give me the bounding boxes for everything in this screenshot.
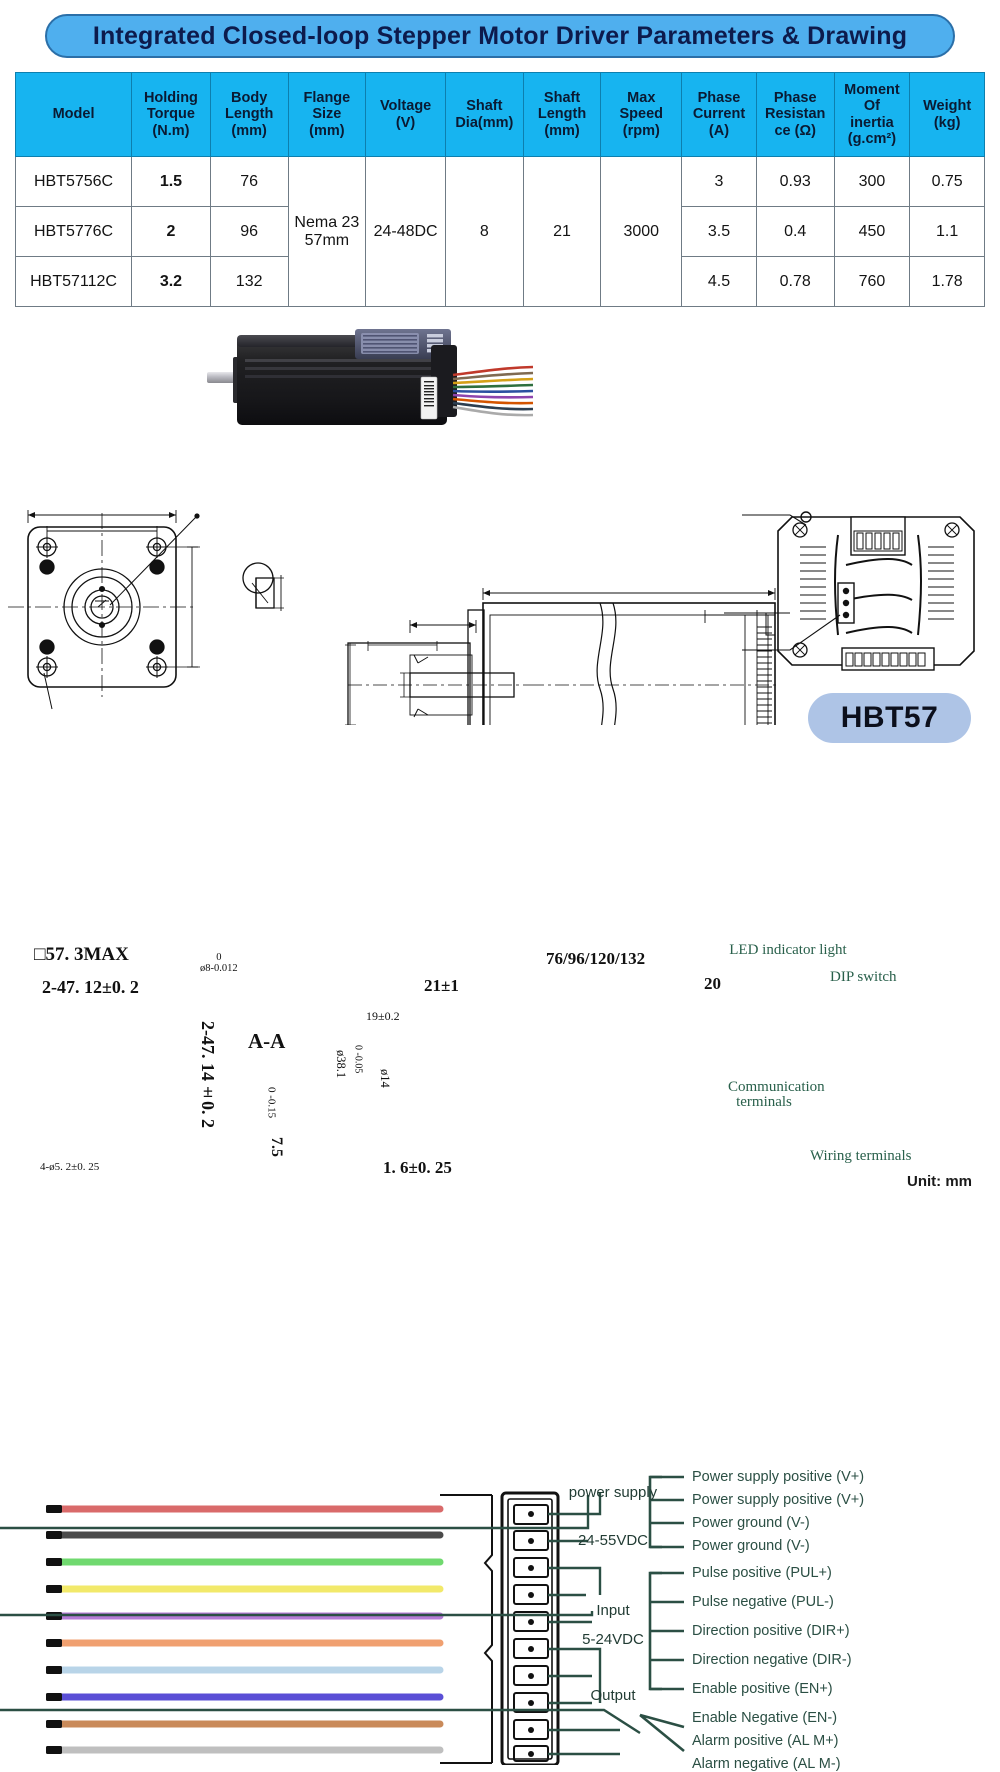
cell-body-length: 96 bbox=[210, 207, 288, 257]
col-flange-size-l3: (mm) bbox=[309, 122, 345, 139]
product-photo-row bbox=[0, 315, 1000, 734]
col-shaft-length-l2: Length bbox=[537, 106, 587, 123]
dim-pilot-tol-bottom: -0.05 bbox=[352, 1052, 364, 1074]
dim-flat: 7.5 bbox=[267, 1137, 285, 1157]
col-phase-current-l3: (A) bbox=[708, 122, 730, 139]
dim-shaft-step: 19±0.2 bbox=[366, 1009, 400, 1023]
dim-total-length: 76/96/120/132 bbox=[546, 949, 646, 968]
cell-phase-resistance: 0.78 bbox=[756, 257, 834, 307]
col-holding-torque-l3: (N.m) bbox=[152, 122, 190, 139]
dim-hole-pitch-h: 2-47. 12±0. 2 bbox=[42, 977, 139, 997]
wire-tips bbox=[46, 1505, 62, 1754]
cell-voltage: 24-48DC bbox=[366, 157, 446, 307]
cell-moment-of-inertia: 300 bbox=[834, 157, 910, 207]
col-phase-resistance bbox=[756, 73, 834, 157]
terminal-label-2: Power supply positive (V+) bbox=[692, 1492, 865, 1508]
col-phase-current-l1: Phase bbox=[697, 90, 741, 107]
cell-body-length: 76 bbox=[210, 157, 288, 207]
wire-bundle bbox=[55, 1509, 440, 1750]
col-shaft-length-l3: (mm) bbox=[544, 122, 580, 139]
group-input-name: Input bbox=[596, 1602, 630, 1619]
wiring-canvas bbox=[0, 1465, 1000, 1765]
dim-flat-tol bbox=[265, 1087, 277, 1118]
col-moi-l2: Of bbox=[863, 98, 880, 115]
cell-phase-current: 3.5 bbox=[682, 207, 757, 257]
col-phase-resistance-l3: ce (Ω) bbox=[774, 122, 816, 139]
col-moi-l4: (g.cm²) bbox=[847, 130, 897, 147]
communication-terminal-icon bbox=[838, 583, 854, 623]
cell-model: HBT5776C bbox=[16, 207, 132, 257]
motor-product-image bbox=[205, 315, 535, 445]
model-badge: HBT57 bbox=[808, 693, 971, 743]
flange-size-l2: 57mm bbox=[304, 231, 350, 249]
specification-table bbox=[15, 72, 985, 307]
cell-shaft-length: 21 bbox=[523, 157, 601, 307]
col-model bbox=[16, 73, 132, 157]
terminal-label-6: Pulse negative (PUL-) bbox=[692, 1594, 834, 1610]
terminal-brackets bbox=[640, 1477, 684, 1751]
cell-model: HBT5756C bbox=[16, 157, 132, 207]
label-led-indicator: LED indicator light bbox=[729, 942, 847, 958]
col-voltage-l1: Voltage bbox=[379, 98, 432, 115]
dim-pilot-tol bbox=[352, 1045, 363, 1073]
terminal-label-11: Alarm positive (AL M+) bbox=[692, 1733, 839, 1749]
col-flange-size bbox=[288, 73, 366, 157]
col-shaft-length-l1: Shaft bbox=[543, 90, 581, 107]
terminal-label-7: Direction positive (DIR+) bbox=[692, 1623, 850, 1639]
label-communication-terminals: Communication terminals bbox=[728, 1079, 825, 1110]
dim-flat-tol-top: 0 bbox=[265, 1087, 278, 1093]
front-view-drawing bbox=[8, 510, 284, 709]
col-body-length-l2: Length bbox=[224, 106, 274, 123]
cell-body-length: 132 bbox=[210, 257, 288, 307]
cell-holding-torque: 3.2 bbox=[132, 257, 211, 307]
table-row bbox=[16, 157, 985, 207]
cell-shaft-dia: 8 bbox=[445, 157, 523, 307]
section-a-a bbox=[243, 563, 284, 611]
col-shaft-dia-l2: Dia(mm) bbox=[455, 114, 514, 131]
flange-size-l1: Nema 23 bbox=[294, 213, 360, 231]
col-holding-torque-l2: Torque bbox=[146, 106, 195, 123]
col-phase-current bbox=[682, 73, 757, 157]
cell-phase-current: 3 bbox=[682, 157, 757, 207]
col-phase-resistance-l1: Phase bbox=[773, 90, 817, 107]
col-moi-l3: inertia bbox=[850, 114, 894, 131]
col-body-length-l3: (mm) bbox=[231, 122, 267, 139]
col-holding-torque-l1: Holding bbox=[143, 90, 198, 107]
wiring-terminal-icon bbox=[842, 648, 934, 670]
cell-moment-of-inertia: 760 bbox=[834, 257, 910, 307]
group-output-name: Output bbox=[590, 1687, 636, 1704]
dim-hole-pitch-v: 2-47. 14±0. 2 bbox=[197, 1021, 218, 1128]
cell-flange-size bbox=[288, 157, 366, 307]
col-voltage-l2: (V) bbox=[395, 114, 416, 131]
dim-pilot-tol-top: 0 bbox=[352, 1045, 364, 1050]
col-weight-l2: (kg) bbox=[933, 114, 961, 131]
cell-weight: 1.1 bbox=[910, 207, 985, 257]
table-header bbox=[16, 73, 985, 157]
label-wiring-terminals: Wiring terminals bbox=[810, 1148, 912, 1164]
col-body-length bbox=[210, 73, 288, 157]
motor-wire-bundle bbox=[453, 367, 533, 415]
unit-note: Unit: mm bbox=[907, 1173, 972, 1190]
label-dip-switch: DIP switch bbox=[830, 969, 897, 985]
terminal-label-1: Power supply positive (V+) bbox=[692, 1469, 865, 1485]
dim-shaft-tol-val: ø8-0.012 bbox=[200, 963, 238, 975]
dim-flange-thickness: 1. 6±0. 25 bbox=[383, 1158, 452, 1177]
col-model-l1: Model bbox=[52, 106, 95, 123]
col-holding-torque bbox=[132, 73, 211, 157]
dim-flat-tol-bottom: -0.15 bbox=[265, 1095, 278, 1119]
cell-phase-resistance: 0.93 bbox=[756, 157, 834, 207]
terminal-label-4: Power ground (V-) bbox=[692, 1538, 810, 1554]
dim-driver-length: 20 bbox=[704, 974, 721, 993]
dim-shaft-tol-top: 0 bbox=[216, 952, 222, 963]
col-max-speed-l2: Speed bbox=[619, 106, 664, 123]
dim-width-max: □57. 3MAX bbox=[34, 944, 129, 965]
col-body-length-l1: Body bbox=[231, 90, 268, 107]
title-banner-wrap bbox=[0, 0, 1000, 64]
group-input-voltage: 5-24VDC bbox=[582, 1631, 644, 1648]
col-moment-of-inertia bbox=[834, 73, 910, 157]
dim-shaft-dia: ø14 bbox=[378, 1069, 393, 1088]
page-title: Integrated Closed-loop Stepper Motor Driver Parameters & Drawing bbox=[45, 14, 955, 58]
section-label-aa: A-A bbox=[248, 1029, 286, 1053]
cell-phase-resistance: 0.4 bbox=[756, 207, 834, 257]
spec-table-wrap bbox=[0, 64, 1000, 307]
cell-max-speed: 3000 bbox=[601, 157, 682, 307]
dip-switch-icon bbox=[851, 517, 905, 555]
col-max-speed bbox=[601, 73, 682, 157]
col-shaft-length bbox=[523, 73, 601, 157]
cell-phase-current: 4.5 bbox=[682, 257, 757, 307]
group-power-supply-label: power supply bbox=[568, 1484, 658, 1501]
terminal-label-8: Direction negative (DIR-) bbox=[692, 1652, 852, 1668]
dim-mount-holes: 4-ø5. 2±0. 25 bbox=[40, 1161, 100, 1173]
cell-holding-torque: 1.5 bbox=[132, 157, 211, 207]
table-header-row bbox=[16, 73, 985, 157]
cell-model: HBT57112C bbox=[16, 257, 132, 307]
terminal-label-9: Enable positive (EN+) bbox=[692, 1681, 833, 1697]
terminal-label-3: Power ground (V-) bbox=[692, 1515, 810, 1531]
col-flange-size-l2: Size bbox=[312, 106, 342, 123]
col-flange-size-l1: Flange bbox=[303, 90, 351, 107]
col-moi-l1: Moment bbox=[844, 82, 900, 99]
cell-holding-torque: 2 bbox=[132, 207, 211, 257]
col-shaft-dia-l1: Shaft bbox=[466, 98, 503, 115]
table-body bbox=[16, 157, 985, 307]
group-power-supply-voltage: 24-55VDC bbox=[577, 1532, 649, 1549]
col-max-speed-l1: Max bbox=[627, 90, 656, 107]
col-phase-resistance-l2: Resistan bbox=[764, 106, 826, 123]
side-view-drawing bbox=[345, 588, 780, 725]
driver-board-drawing bbox=[724, 512, 974, 670]
dim-pilot-dia: ø38.1 bbox=[334, 1050, 349, 1079]
cell-weight: 1.78 bbox=[910, 257, 985, 307]
col-shaft-dia bbox=[445, 73, 523, 157]
engineering-drawings bbox=[0, 465, 1000, 1190]
dim-shaft-length: 21±1 bbox=[424, 976, 459, 995]
terminal-label-12: Alarm negative (AL M-) bbox=[692, 1756, 841, 1772]
col-voltage bbox=[366, 73, 446, 157]
cable-sheath bbox=[440, 1495, 492, 1763]
cell-moment-of-inertia: 450 bbox=[834, 207, 910, 257]
drawings-canvas bbox=[0, 465, 1000, 725]
col-weight-l1: Weight bbox=[923, 98, 972, 115]
terminal-label-5: Pulse positive (PUL+) bbox=[692, 1565, 832, 1581]
col-weight bbox=[910, 73, 985, 157]
col-max-speed-l3: (rpm) bbox=[622, 122, 660, 139]
terminal-label-10: Enable Negative (EN-) bbox=[692, 1710, 838, 1726]
connector-block bbox=[502, 1493, 558, 1765]
group-power-supply-name bbox=[568, 1485, 658, 1501]
motor-shaft bbox=[207, 372, 237, 383]
col-phase-current-l2: Current bbox=[692, 106, 746, 123]
cell-weight: 0.75 bbox=[910, 157, 985, 207]
